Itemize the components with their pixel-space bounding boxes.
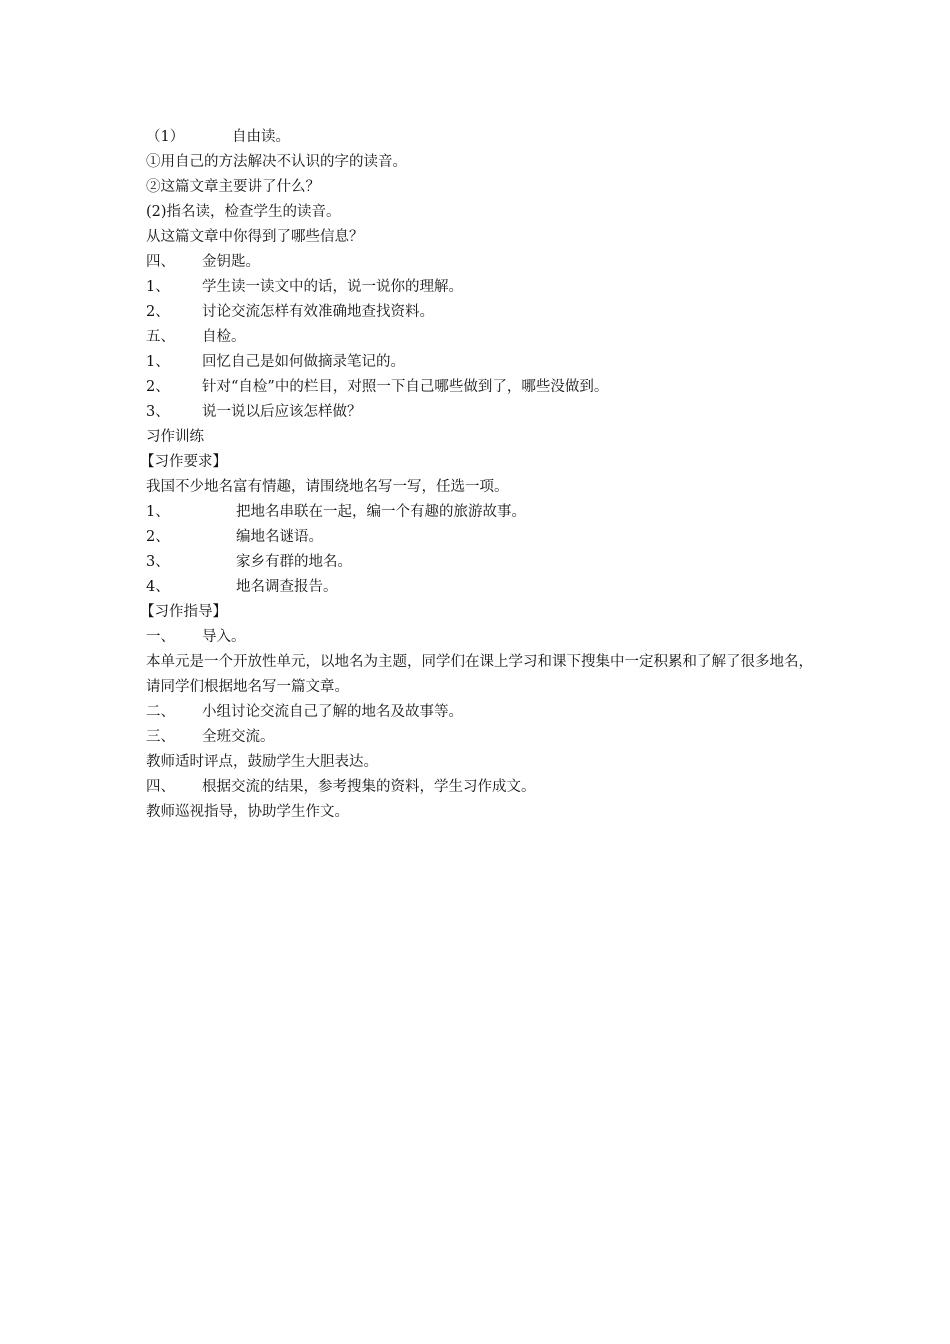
item-number: 1、 [146,504,170,520]
section-title: 小组讨论交流自己了解的地名及故事等。 [202,704,463,720]
list-item [146,375,826,400]
section-title: 根据交流的结果，参考搜集的资料，学生习作成文。 [202,779,536,795]
section-class-exchange [146,725,826,750]
item-text: 讨论交流怎样有效准确地查找资料。 [202,304,434,320]
item-text: 家乡有群的地名。 [236,554,352,570]
list-item [146,500,826,525]
line-teacher-guidance: 教师巡视指导，协助学生作文。 [146,804,349,820]
list-item [146,550,826,575]
section-title: 导入。 [202,629,246,645]
item-number: 3、 [146,554,170,570]
document-page [140,125,826,825]
heading-writing-guidance: 【习作指导】 [140,604,227,620]
item-text: 学生读一读文中的话，说一说你的理解。 [202,279,463,295]
item-text: 回忆自己是如何做摘录笔记的。 [202,354,405,370]
list-item [146,575,826,600]
item-number: 1、 [146,354,170,370]
section-number: 四、 [146,779,175,795]
section-number: 三、 [146,729,175,745]
list-item [146,525,826,550]
item-number: 2、 [146,529,170,545]
paragraph-unit-intro: 本单元是一个开放性单元，以地名为主题，同学们在课上学习和课下搜集中一定积累和了解了很多地名，请同学们根据地名写一篇文章。 [146,654,813,695]
item-number: 3、 [146,404,170,420]
heading-writing-requirements: 【习作要求】 [140,454,227,470]
line-information: 从这篇文章中你得到了哪些信息？ [146,229,364,245]
item-text: 把地名串联在一起，编一个有趣的旅游故事。 [236,504,526,520]
list-item [146,300,826,325]
item-number: 4、 [146,579,170,595]
line-requirement-intro: 我国不少地名富有情趣，请围绕地名写一写，任选一项。 [146,479,509,495]
item-text: 编地名谜语。 [236,529,323,545]
line-free-read [146,125,826,150]
item-number: 1、 [146,279,170,295]
list-item [146,275,826,300]
section-title: 自检。 [202,329,246,345]
section-number: 五、 [146,329,175,345]
section-compose [146,775,826,800]
item-text: 地名调查报告。 [236,579,338,595]
section-title: 金钥匙。 [202,254,260,270]
item-number: 2、 [146,379,170,395]
line-main-idea: ②这篇文章主要讲了什么？ [146,179,320,195]
item-text: 自由读。 [232,129,290,145]
item-number: （1） [146,129,185,145]
section-number: 一、 [146,629,175,645]
item-text: 说一说以后应该怎样做？ [202,404,362,420]
section-number: 四、 [146,254,175,270]
heading-writing-training: 习作训练 [146,429,204,445]
section-number: 二、 [146,704,175,720]
section-golden-key [146,250,826,275]
section-group-discussion [146,700,826,725]
list-item [146,400,826,425]
section-title: 全班交流。 [202,729,275,745]
list-item [146,350,826,375]
item-text: 针对“自检”中的栏目，对照一下自己哪些做到了，哪些没做到。 [202,379,609,395]
line-unknown-chars: ①用自己的方法解决不认识的字的读音。 [146,154,407,170]
item-number: 2、 [146,304,170,320]
line-teacher-comment: 教师适时评点，鼓励学生大胆表达。 [146,754,378,770]
section-self-check [146,325,826,350]
section-introduction [146,625,826,650]
line-named-reading: (2)指名读，检查学生的读音。 [146,204,341,220]
